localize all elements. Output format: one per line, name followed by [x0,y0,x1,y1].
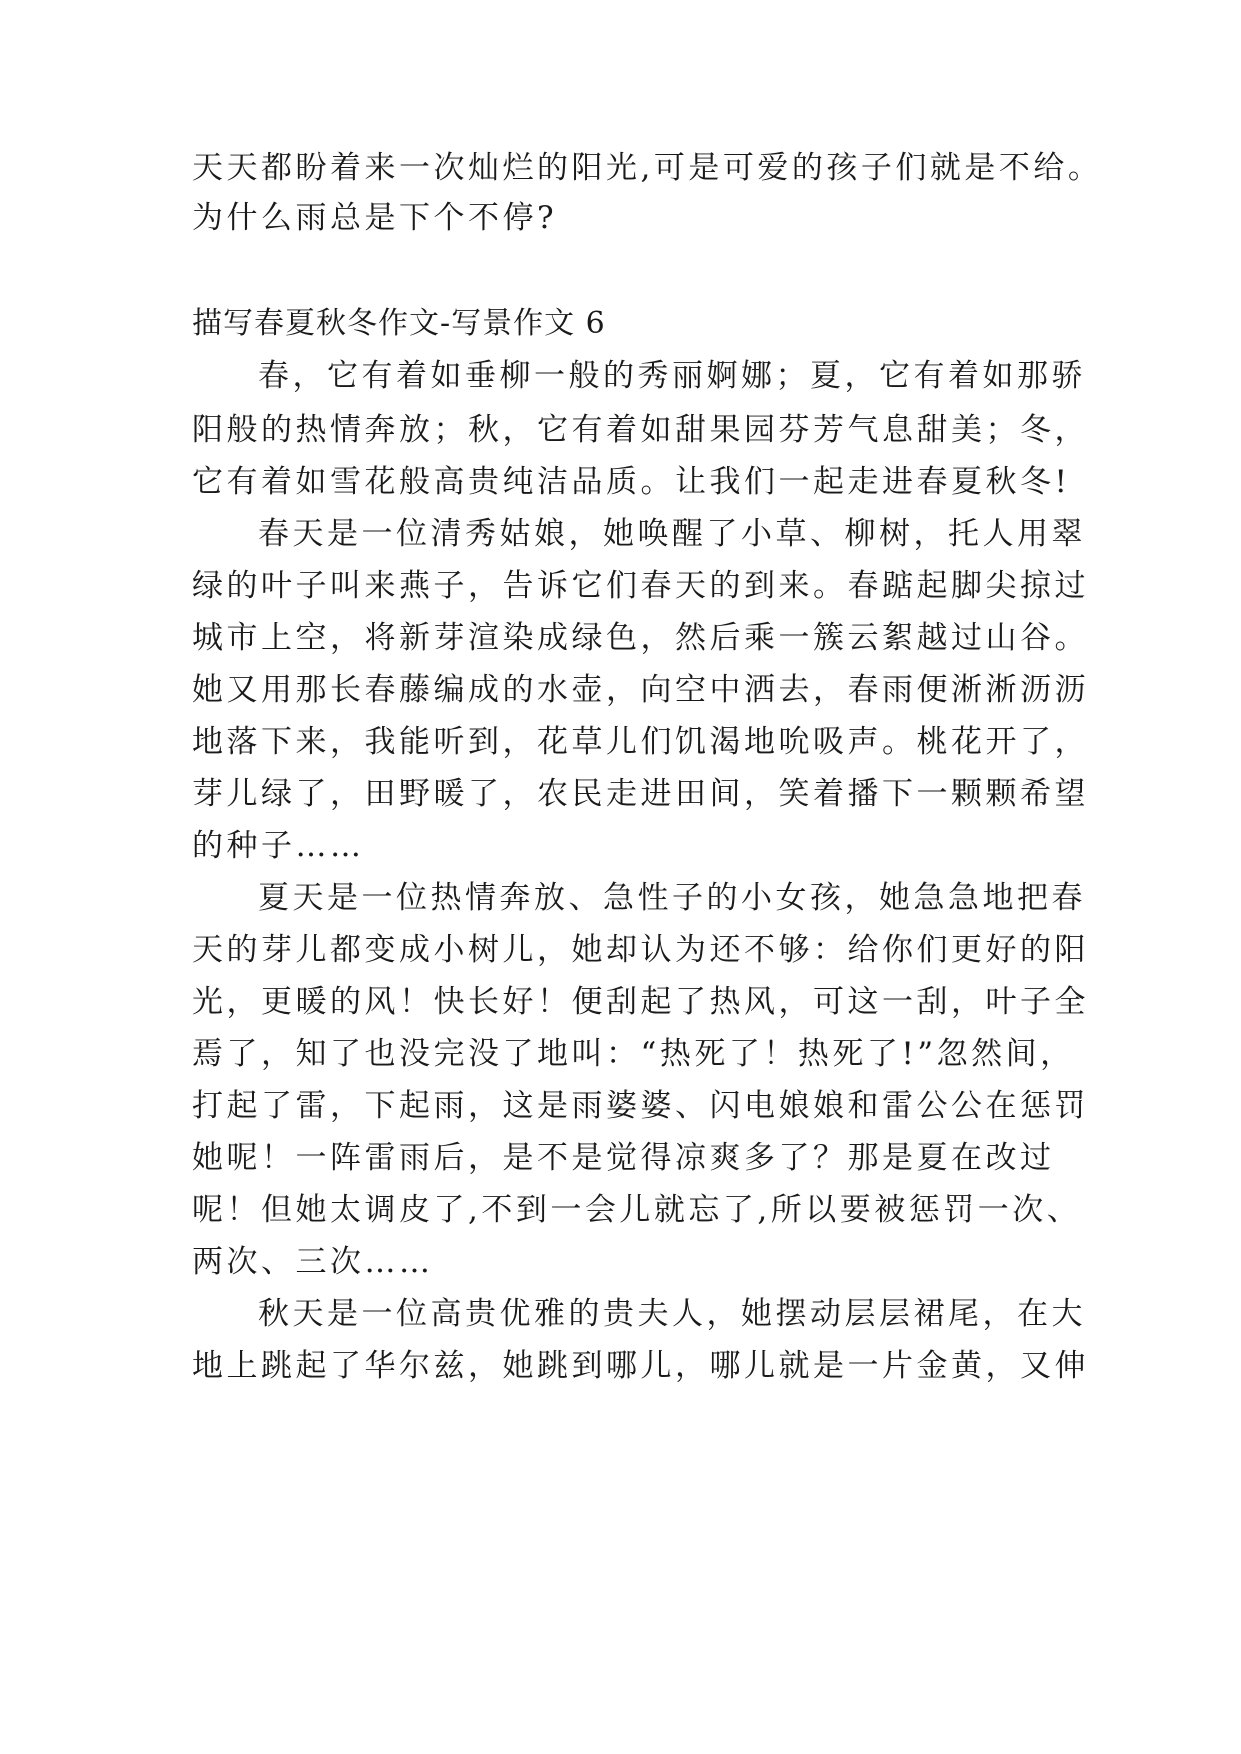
paragraph-3-line-3: 光，更暖的风！快长好！便刮起了热风，可这一刮，叶子全 [192,984,1089,1020]
paragraph-4-line-2: 地上跳起了华尔兹，她跳到哪儿，哪儿就是一片金黄，又伸 [192,1348,1089,1384]
paragraph-3-line-5: 打起了雷，下起雨，这是雨婆婆、闪电娘娘和雷公公在惩罚 [192,1088,1089,1124]
intro-line-2: 为什么雨总是下个不停? [192,200,558,236]
paragraph-2-line-1: 春天是一位清秀姑娘，她唤醒了小草、柳树，托人用翠 [258,516,1086,552]
paragraph-2-line-5: 地落下来，我能听到，花草儿们饥渴地吮吸声。桃花开了， [192,724,1089,760]
paragraph-2-line-4: 她又用那长春藤编成的水壶，向空中洒去，春雨便淅淅沥沥 [192,672,1089,708]
intro-line-1: 天天都盼着来一次灿烂的阳光,可是可爱的孩子们就是不给。 [192,150,1103,186]
paragraph-2-line-2: 绿的叶子叫来燕子，告诉它们春天的到来。春踮起脚尖掠过 [192,568,1089,604]
paragraph-3-line-6: 她呢！一阵雷雨后，是不是觉得凉爽多了？那是夏在改过 [192,1140,1055,1176]
paragraph-1-line-1: 春，它有着如垂柳一般的秀丽婀娜；夏，它有着如那骄 [258,358,1086,394]
paragraph-2-line-6: 芽儿绿了，田野暖了，农民走进田间，笑着播下一颗颗希望 [192,776,1089,812]
paragraph-1-line-3: 它有着如雪花般高贵纯洁品质。让我们一起走进春夏秋冬! [192,464,1071,500]
paragraph-4-line-1: 秋天是一位高贵优雅的贵夫人，她摆动层层裙尾，在大 [258,1296,1086,1332]
section-title: 描写春夏秋冬作文-写景作文 6 [192,306,606,341]
paragraph-3-line-8: 两次、三次…… [192,1244,434,1280]
paragraph-2-line-3: 城市上空，将新芽渲染成绿色，然后乘一簇云絮越过山谷。 [192,620,1089,656]
paragraph-2-line-7: 的种子…… [192,828,365,864]
paragraph-3-line-2: 天的芽儿都变成小树儿，她却认为还不够：给你们更好的阳 [192,932,1089,968]
paragraph-3-line-1: 夏天是一位热情奔放、急性子的小女孩，她急急地把春 [258,880,1086,916]
paragraph-3-line-4: 焉了，知了也没完没了地叫：“热死了！热死了!”忽然间， [192,1036,1075,1072]
paragraph-3-line-7: 呢！但她太调皮了,不到一会儿就忘了,所以要被惩罚一次、 [192,1192,1082,1228]
paragraph-1-line-2: 阳般的热情奔放；秋，它有着如甜果园芬芳气息甜美；冬， [192,412,1089,448]
